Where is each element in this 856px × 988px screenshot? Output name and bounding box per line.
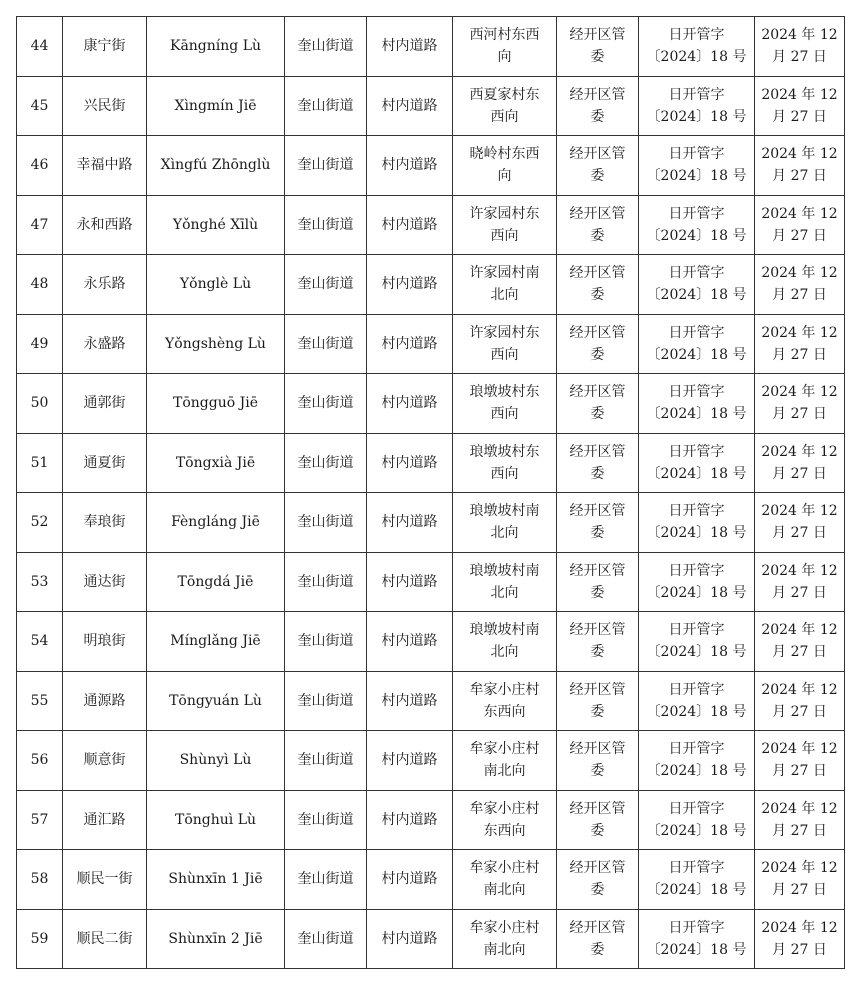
approval-date-cell <box>755 731 845 791</box>
approving-authority-line: 委 <box>590 406 605 423</box>
approving-authority-line: 委 <box>590 822 605 839</box>
approval-document-number-line: 日开管字 <box>668 443 725 460</box>
approval-date-line: 2024 年 12 <box>761 265 838 282</box>
road-pinyin-cell: Tōnghuì Lù <box>147 790 285 850</box>
approving-authority-cell <box>557 909 639 969</box>
approving-authority-line: 经开区管 <box>569 800 626 817</box>
road-name-cell: 永和西路 <box>63 195 147 255</box>
approval-document-number-line: 〔2024〕18 号 <box>646 346 747 363</box>
road-pinyin-cell: Tōngxià Jiē <box>147 433 285 493</box>
road-pinyin-cell: Tōngguō Jiē <box>147 374 285 434</box>
approval-document-number-cell <box>639 314 755 374</box>
approving-authority-line: 委 <box>590 584 605 601</box>
approving-authority-cell <box>557 552 639 612</box>
approving-authority-cell <box>557 136 639 196</box>
approval-document-number-line: 〔2024〕18 号 <box>646 763 747 780</box>
approval-document-number-line: 〔2024〕18 号 <box>646 644 747 661</box>
approving-authority-cell <box>557 255 639 315</box>
approval-document-number-line: 日开管字 <box>668 384 725 401</box>
road-location-line: 牟家小庄村 <box>469 860 540 877</box>
approval-document-number-cell <box>639 433 755 493</box>
subdistrict-cell: 奎山街道 <box>285 136 367 196</box>
row-number-cell: 56 <box>17 731 63 791</box>
road-location-line: 琅墩坡村东 <box>469 384 540 401</box>
road-pinyin-cell: Xìngmín Jiē <box>147 76 285 136</box>
approving-authority-line: 经开区管 <box>569 681 626 698</box>
table-row <box>17 17 845 77</box>
approval-document-number-line: 〔2024〕18 号 <box>646 168 747 185</box>
subdistrict-cell: 奎山街道 <box>285 790 367 850</box>
approval-document-number-line: 〔2024〕18 号 <box>646 525 747 542</box>
approval-date-line: 月 27 日 <box>772 822 827 839</box>
subdistrict-cell: 奎山街道 <box>285 314 367 374</box>
subdistrict-cell: 奎山街道 <box>285 374 367 434</box>
approving-authority-cell <box>557 612 639 672</box>
table-row <box>17 909 845 969</box>
road-location-cell <box>453 612 557 672</box>
road-pinyin-cell: Tōngdá Jiē <box>147 552 285 612</box>
road-type-cell: 村内道路 <box>367 909 453 969</box>
approval-date-line: 月 27 日 <box>772 108 827 125</box>
approval-document-number-line: 日开管字 <box>668 265 725 282</box>
approval-document-number-cell <box>639 195 755 255</box>
approval-date-line: 2024 年 12 <box>761 384 838 401</box>
road-name-cell: 幸福中路 <box>63 136 147 196</box>
approval-date-line: 2024 年 12 <box>761 562 838 579</box>
row-number-cell: 55 <box>17 671 63 731</box>
approval-date-cell <box>755 433 845 493</box>
road-name-cell: 顺民一街 <box>63 850 147 910</box>
approving-authority-cell <box>557 195 639 255</box>
approval-document-number-line: 日开管字 <box>668 622 725 639</box>
road-pinyin-cell: Shùnxīn 2 Jiē <box>147 909 285 969</box>
approving-authority-line: 委 <box>590 763 605 780</box>
road-type-cell: 村内道路 <box>367 552 453 612</box>
road-location-line: 琅墩坡村东 <box>469 443 540 460</box>
approval-date-line: 2024 年 12 <box>761 205 838 222</box>
table-row <box>17 671 845 731</box>
approval-document-number-line: 〔2024〕18 号 <box>646 108 747 125</box>
approval-date-cell <box>755 493 845 553</box>
road-location-line: 北向 <box>490 525 519 542</box>
approval-document-number-line: 〔2024〕18 号 <box>646 941 747 958</box>
road-name-cell: 通郭街 <box>63 374 147 434</box>
row-number-cell: 47 <box>17 195 63 255</box>
road-pinyin-cell: Xìngfú Zhōnglù <box>147 136 285 196</box>
approval-document-number-line: 日开管字 <box>668 146 725 163</box>
table-row <box>17 552 845 612</box>
approval-document-number-line: 日开管字 <box>668 205 725 222</box>
road-location-line: 南北向 <box>483 941 526 958</box>
approval-document-number-line: 日开管字 <box>668 860 725 877</box>
approval-date-line: 月 27 日 <box>772 287 827 304</box>
approval-date-line: 月 27 日 <box>772 227 827 244</box>
approving-authority-cell <box>557 790 639 850</box>
approval-date-line: 月 27 日 <box>772 465 827 482</box>
road-location-line: 东西向 <box>483 703 526 720</box>
road-name-cell: 永盛路 <box>63 314 147 374</box>
approval-date-line: 2024 年 12 <box>761 741 838 758</box>
approval-date-line: 月 27 日 <box>772 525 827 542</box>
road-location-line: 西向 <box>490 465 519 482</box>
approval-document-number-cell <box>639 374 755 434</box>
approval-document-number-cell <box>639 790 755 850</box>
road-location-line: 西夏家村东 <box>469 86 540 103</box>
approval-date-cell <box>755 76 845 136</box>
road-location-line: 向 <box>497 168 512 185</box>
row-number-cell: 50 <box>17 374 63 434</box>
subdistrict-cell: 奎山街道 <box>285 612 367 672</box>
approval-document-number-cell <box>639 850 755 910</box>
approving-authority-line: 经开区管 <box>569 324 626 341</box>
approving-authority-line: 委 <box>590 465 605 482</box>
road-type-cell: 村内道路 <box>367 314 453 374</box>
road-naming-table <box>16 16 845 969</box>
road-location-line: 北向 <box>490 644 519 661</box>
subdistrict-cell: 奎山街道 <box>285 17 367 77</box>
approval-date-line: 月 27 日 <box>772 882 827 899</box>
approving-authority-line: 经开区管 <box>569 86 626 103</box>
road-pinyin-cell: Yǒnglè Lù <box>147 255 285 315</box>
road-location-cell <box>453 374 557 434</box>
approval-date-line: 2024 年 12 <box>761 503 838 520</box>
road-location-line: 西向 <box>490 346 519 363</box>
subdistrict-cell: 奎山街道 <box>285 255 367 315</box>
subdistrict-cell: 奎山街道 <box>285 671 367 731</box>
table-row <box>17 433 845 493</box>
approval-document-number-line: 日开管字 <box>668 800 725 817</box>
approving-authority-line: 经开区管 <box>569 443 626 460</box>
road-location-line: 牟家小庄村 <box>469 741 540 758</box>
approval-date-line: 2024 年 12 <box>761 443 838 460</box>
road-type-cell: 村内道路 <box>367 790 453 850</box>
approval-document-number-line: 日开管字 <box>668 324 725 341</box>
road-location-cell <box>453 76 557 136</box>
road-location-line: 西向 <box>490 406 519 423</box>
approving-authority-cell <box>557 731 639 791</box>
road-type-cell: 村内道路 <box>367 493 453 553</box>
road-location-line: 东西向 <box>483 822 526 839</box>
row-number-cell: 54 <box>17 612 63 672</box>
approval-date-line: 月 27 日 <box>772 49 827 66</box>
approval-document-number-cell <box>639 731 755 791</box>
approval-document-number-cell <box>639 909 755 969</box>
approval-date-line: 2024 年 12 <box>761 324 838 341</box>
table-row <box>17 136 845 196</box>
approval-date-cell <box>755 552 845 612</box>
approval-document-number-line: 〔2024〕18 号 <box>646 49 747 66</box>
table-row <box>17 314 845 374</box>
road-location-line: 琅墩坡村南 <box>469 622 540 639</box>
approval-date-cell <box>755 790 845 850</box>
approval-document-number-line: 〔2024〕18 号 <box>646 822 747 839</box>
road-type-cell: 村内道路 <box>367 731 453 791</box>
approval-date-cell <box>755 255 845 315</box>
approval-document-number-line: 〔2024〕18 号 <box>646 227 747 244</box>
approval-date-line: 月 27 日 <box>772 644 827 661</box>
subdistrict-cell: 奎山街道 <box>285 731 367 791</box>
approving-authority-line: 经开区管 <box>569 741 626 758</box>
road-location-line: 许家园村东 <box>469 205 540 222</box>
road-name-cell: 通源路 <box>63 671 147 731</box>
table-row <box>17 790 845 850</box>
road-pinyin-cell: Shùnyì Lù <box>147 731 285 791</box>
approval-date-cell <box>755 195 845 255</box>
road-location-line: 牟家小庄村 <box>469 800 540 817</box>
road-location-line: 南北向 <box>483 882 526 899</box>
approval-document-number-line: 日开管字 <box>668 562 725 579</box>
approving-authority-line: 经开区管 <box>569 622 626 639</box>
road-location-cell <box>453 790 557 850</box>
approval-date-cell <box>755 17 845 77</box>
road-location-cell <box>453 314 557 374</box>
approving-authority-line: 经开区管 <box>569 27 626 44</box>
approval-document-number-cell <box>639 552 755 612</box>
road-pinyin-cell: Tōngyuán Lù <box>147 671 285 731</box>
approval-document-number-cell <box>639 612 755 672</box>
row-number-cell: 49 <box>17 314 63 374</box>
road-name-cell: 奉琅街 <box>63 493 147 553</box>
approving-authority-line: 委 <box>590 882 605 899</box>
road-location-cell <box>453 909 557 969</box>
road-location-line: 北向 <box>490 287 519 304</box>
road-name-cell: 通夏街 <box>63 433 147 493</box>
row-number-cell: 59 <box>17 909 63 969</box>
road-location-line: 牟家小庄村 <box>469 919 540 936</box>
road-location-cell <box>453 493 557 553</box>
approval-document-number-cell <box>639 671 755 731</box>
road-location-line: 西河村东西 <box>469 27 540 44</box>
table-row <box>17 374 845 434</box>
road-location-line: 琅墩坡村南 <box>469 503 540 520</box>
road-type-cell: 村内道路 <box>367 195 453 255</box>
road-location-cell <box>453 195 557 255</box>
approval-date-line: 月 27 日 <box>772 584 827 601</box>
approving-authority-cell <box>557 493 639 553</box>
road-location-line: 西向 <box>490 108 519 125</box>
road-type-cell: 村内道路 <box>367 850 453 910</box>
table-row <box>17 493 845 553</box>
approval-date-line: 2024 年 12 <box>761 860 838 877</box>
row-number-cell: 52 <box>17 493 63 553</box>
approving-authority-cell <box>557 374 639 434</box>
row-number-cell: 45 <box>17 76 63 136</box>
approving-authority-line: 委 <box>590 287 605 304</box>
road-type-cell: 村内道路 <box>367 671 453 731</box>
approval-date-cell <box>755 136 845 196</box>
approval-document-number-line: 〔2024〕18 号 <box>646 465 747 482</box>
approving-authority-cell <box>557 433 639 493</box>
approval-document-number-cell <box>639 136 755 196</box>
approval-date-cell <box>755 314 845 374</box>
subdistrict-cell: 奎山街道 <box>285 76 367 136</box>
table-row <box>17 612 845 672</box>
approval-date-cell <box>755 909 845 969</box>
road-name-cell: 兴民街 <box>63 76 147 136</box>
approval-document-number-line: 日开管字 <box>668 27 725 44</box>
approving-authority-line: 委 <box>590 49 605 66</box>
approval-document-number-line: 日开管字 <box>668 86 725 103</box>
approval-date-line: 月 27 日 <box>772 406 827 423</box>
approval-date-line: 2024 年 12 <box>761 86 838 103</box>
approving-authority-line: 经开区管 <box>569 384 626 401</box>
road-location-cell <box>453 136 557 196</box>
approval-date-line: 月 27 日 <box>772 763 827 780</box>
approval-document-number-cell <box>639 17 755 77</box>
approving-authority-line: 经开区管 <box>569 265 626 282</box>
approval-date-line: 月 27 日 <box>772 346 827 363</box>
road-type-cell: 村内道路 <box>367 374 453 434</box>
approval-document-number-line: 〔2024〕18 号 <box>646 584 747 601</box>
table-row <box>17 850 845 910</box>
road-location-cell <box>453 552 557 612</box>
approval-document-number-line: 日开管字 <box>668 503 725 520</box>
road-name-cell: 通汇路 <box>63 790 147 850</box>
row-number-cell: 48 <box>17 255 63 315</box>
approval-date-line: 月 27 日 <box>772 703 827 720</box>
road-type-cell: 村内道路 <box>367 17 453 77</box>
row-number-cell: 44 <box>17 17 63 77</box>
approving-authority-line: 经开区管 <box>569 205 626 222</box>
approving-authority-line: 委 <box>590 227 605 244</box>
approval-document-number-cell <box>639 76 755 136</box>
approval-date-line: 2024 年 12 <box>761 146 838 163</box>
road-location-cell <box>453 671 557 731</box>
approval-document-number-line: 〔2024〕18 号 <box>646 703 747 720</box>
road-location-line: 琅墩坡村南 <box>469 562 540 579</box>
road-location-cell <box>453 433 557 493</box>
subdistrict-cell: 奎山街道 <box>285 195 367 255</box>
approval-date-line: 月 27 日 <box>772 168 827 185</box>
road-name-cell: 康宁街 <box>63 17 147 77</box>
road-pinyin-cell: Shùnxīn 1 Jiē <box>147 850 285 910</box>
table-row <box>17 731 845 791</box>
approval-date-line: 2024 年 12 <box>761 800 838 817</box>
row-number-cell: 46 <box>17 136 63 196</box>
road-location-line: 牟家小庄村 <box>469 681 540 698</box>
road-pinyin-cell: Mínglǎng Jiē <box>147 612 285 672</box>
table-row <box>17 255 845 315</box>
approval-document-number-line: 日开管字 <box>668 681 725 698</box>
table-row <box>17 76 845 136</box>
approval-document-number-line: 〔2024〕18 号 <box>646 406 747 423</box>
approving-authority-line: 委 <box>590 168 605 185</box>
road-pinyin-cell: Yǒnghé Xīlù <box>147 195 285 255</box>
approval-date-line: 2024 年 12 <box>761 622 838 639</box>
road-type-cell: 村内道路 <box>367 76 453 136</box>
approving-authority-line: 委 <box>590 941 605 958</box>
approving-authority-cell <box>557 17 639 77</box>
approval-date-cell <box>755 671 845 731</box>
road-location-cell <box>453 255 557 315</box>
approving-authority-line: 经开区管 <box>569 919 626 936</box>
approval-document-number-cell <box>639 255 755 315</box>
approving-authority-line: 经开区管 <box>569 503 626 520</box>
road-location-line: 西向 <box>490 227 519 244</box>
road-location-line: 南北向 <box>483 763 526 780</box>
approving-authority-line: 委 <box>590 703 605 720</box>
road-location-line: 许家园村东 <box>469 324 540 341</box>
road-name-cell: 永乐路 <box>63 255 147 315</box>
approval-document-number-line: 〔2024〕18 号 <box>646 882 747 899</box>
subdistrict-cell: 奎山街道 <box>285 909 367 969</box>
approving-authority-cell <box>557 76 639 136</box>
row-number-cell: 51 <box>17 433 63 493</box>
road-location-cell <box>453 731 557 791</box>
subdistrict-cell: 奎山街道 <box>285 493 367 553</box>
approving-authority-cell <box>557 850 639 910</box>
approval-date-line: 2024 年 12 <box>761 681 838 698</box>
table-row <box>17 195 845 255</box>
table-body <box>17 17 845 969</box>
road-pinyin-cell: Fèngláng Jiē <box>147 493 285 553</box>
row-number-cell: 53 <box>17 552 63 612</box>
approval-document-number-cell <box>639 493 755 553</box>
approval-date-cell <box>755 850 845 910</box>
road-type-cell: 村内道路 <box>367 136 453 196</box>
row-number-cell: 58 <box>17 850 63 910</box>
road-location-cell <box>453 850 557 910</box>
road-type-cell: 村内道路 <box>367 433 453 493</box>
road-name-cell: 通达街 <box>63 552 147 612</box>
approving-authority-line: 经开区管 <box>569 860 626 877</box>
row-number-cell: 57 <box>17 790 63 850</box>
approval-date-cell <box>755 374 845 434</box>
approval-document-number-line: 〔2024〕18 号 <box>646 287 747 304</box>
approval-document-number-line: 日开管字 <box>668 741 725 758</box>
road-type-cell: 村内道路 <box>367 612 453 672</box>
approving-authority-line: 委 <box>590 108 605 125</box>
approving-authority-cell <box>557 671 639 731</box>
approving-authority-cell <box>557 314 639 374</box>
approving-authority-line: 经开区管 <box>569 562 626 579</box>
road-type-cell: 村内道路 <box>367 255 453 315</box>
approving-authority-line: 委 <box>590 346 605 363</box>
approval-date-line: 2024 年 12 <box>761 919 838 936</box>
road-location-cell <box>453 17 557 77</box>
approval-date-line: 月 27 日 <box>772 941 827 958</box>
approving-authority-line: 经开区管 <box>569 146 626 163</box>
road-location-line: 北向 <box>490 584 519 601</box>
road-pinyin-cell: Kāngníng Lù <box>147 17 285 77</box>
subdistrict-cell: 奎山街道 <box>285 850 367 910</box>
road-location-line: 许家园村南 <box>469 265 540 282</box>
subdistrict-cell: 奎山街道 <box>285 433 367 493</box>
approving-authority-line: 委 <box>590 525 605 542</box>
road-pinyin-cell: Yǒngshèng Lù <box>147 314 285 374</box>
approval-date-line: 2024 年 12 <box>761 27 838 44</box>
approval-date-cell <box>755 612 845 672</box>
road-name-cell: 顺意街 <box>63 731 147 791</box>
subdistrict-cell: 奎山街道 <box>285 552 367 612</box>
approving-authority-line: 委 <box>590 644 605 661</box>
road-location-line: 向 <box>497 49 512 66</box>
approval-document-number-line: 日开管字 <box>668 919 725 936</box>
road-location-line: 晓岭村东西 <box>469 146 540 163</box>
road-name-cell: 明琅街 <box>63 612 147 672</box>
document-page <box>16 16 844 969</box>
road-name-cell: 顺民二街 <box>63 909 147 969</box>
